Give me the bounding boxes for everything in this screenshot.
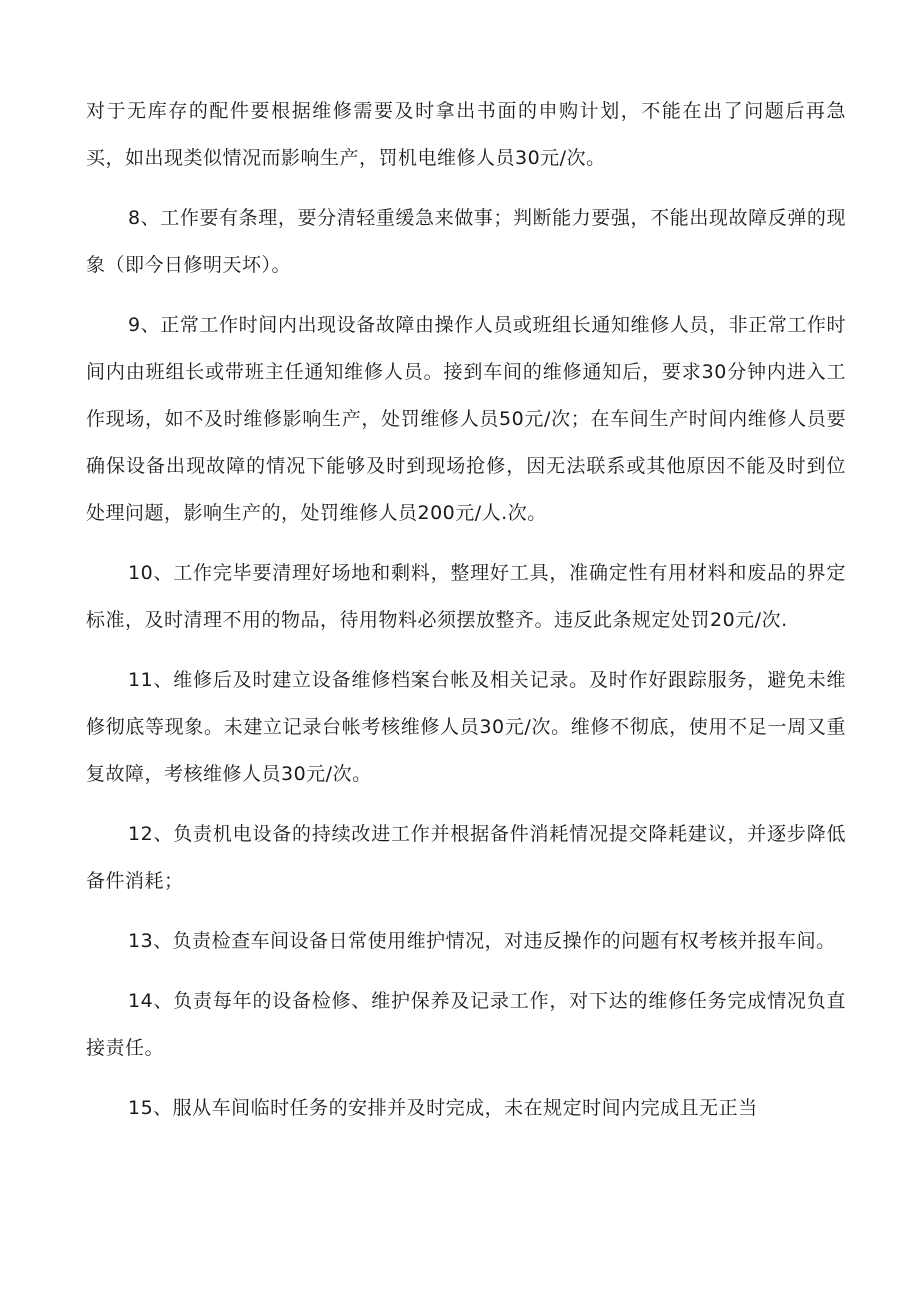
paragraph-item-13: 13、负责检查车间设备日常使用维护情况，对违反操作的问题有权考核并报车间。 [128,930,836,952]
paragraph-item-11: 11、维修后及时建立设备维修档案台帐及相关记录。及时作好跟踪服务，避免未维修彻底等现象。未建立记录台帐考核维修人员30元/次。维修不彻底，使用不足一周又重复故障，考核维修人员30元/次。 [86,669,846,785]
document-body [86,88,846,1145]
paragraph-item-8: 8、工作要有条理，要分清轻重缓急来做事；判断能力要强，不能出现故障反弹的现象（即今日修明天坏）。 [86,207,846,276]
paragraph-item-9: 9、正常工作时间内出现设备故障由操作人员或班组长通知维修人员，非正常工作时间内由班组长或带班主任通知维修人员。接到车间的维修通知后，要求30分钟内进入工作现场，如不及时维修影响生产，处罚维修人员50元/次；在车间生产时间内维修人员要确保设备出现故障的情况下能够及时到现场抢修，因无法联系或其他原因不能及时到位处理问题，影响生产的，处罚维修人员200元/人.次。 [86,314,846,524]
paragraph-item-14: 14、负责每年的设备检修、维护保养及记录工作，对下达的维修任务完成情况负直接责任。 [86,990,846,1059]
paragraph-item-12: 12、负责机电设备的持续改进工作并根据备件消耗情况提交降耗建议，并逐步降低备件消耗； [86,823,846,892]
paragraph-item-15: 15、服从车间临时任务的安排并及时完成，未在规定时间内完成且无正当 [128,1097,758,1119]
paragraph-item-10: 10、工作完毕要清理好场地和剩料，整理好工具，准确定性有用材料和废品的界定标准，及时清理不用的物品，待用物料必须摆放整齐。违反此条规定处罚20元/次. [86,562,846,631]
paragraph-continuation: 对于无库存的配件要根据维修需要及时拿出书面的申购计划，不能在出了问题后再急买，如出现类似情况而影响生产，罚机电维修人员30元/次。 [86,100,846,169]
